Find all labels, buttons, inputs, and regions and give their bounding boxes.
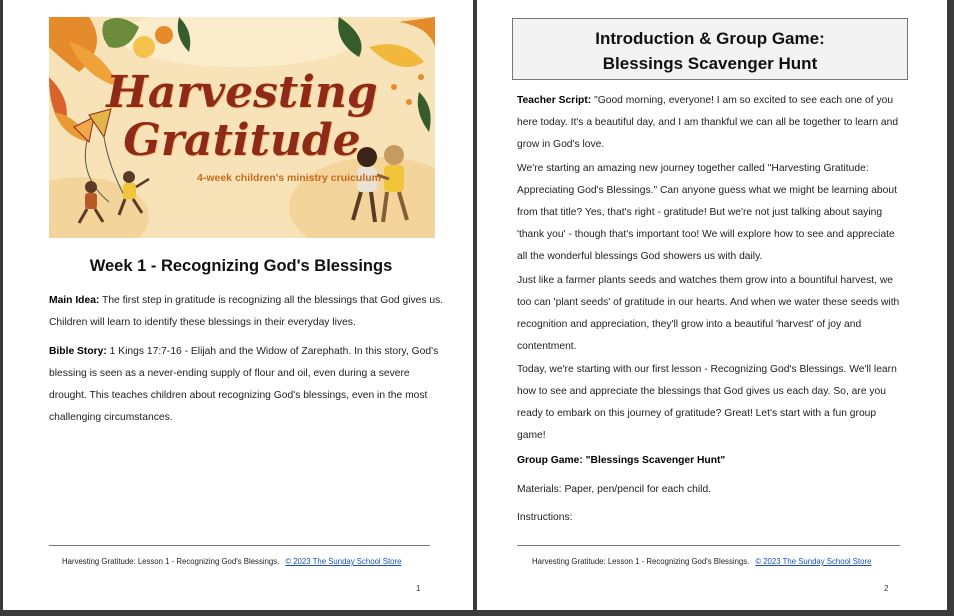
banner-image xyxy=(49,17,435,238)
week-title: Week 1 - Recognizing God's Blessings xyxy=(89,257,393,275)
banner-title-line2: Gratitude xyxy=(123,115,361,166)
footer xyxy=(532,557,871,566)
footer-text: Harvesting Gratitude: Lesson 1 - Recognizing God's Blessings. xyxy=(62,557,280,566)
main-idea-label: Main Idea: xyxy=(49,295,100,306)
paragraph-journey: We're starting an amazing new journey together called "Harvesting Gratitude: Appreciating God's Blessings." Can anyone guess what we might be learning about from that title? Yes, that's right - gratitude! But we're not just talking about saying 'thank you' - though that's important too! We will explore how to see and appreciate all the wonderful blessings God showers us with daily. xyxy=(517,163,897,262)
banner-title-line1: Harvesting xyxy=(106,67,378,118)
section-header-line1: Introduction & Group Game: xyxy=(595,29,825,48)
section-header-line2: Blessings Scavenger Hunt xyxy=(602,54,818,73)
teacher-script-label: Teacher Script: xyxy=(517,95,592,106)
instructions-line: Instructions: xyxy=(517,512,573,523)
footer-divider xyxy=(517,545,900,546)
teacher-script-text: "Good morning, everyone! I am so excited to see each one of you here today. It's a beautiful day, and I am thankful we can all be together to learn and grow in God's love. xyxy=(517,95,899,150)
page-number: 1 xyxy=(416,584,421,593)
bible-story-text: 1 Kings 17:7-16 - Elijah and the Widow of Zarephath. In this story, God's blessing is seen as a never-ending supply of flour and oil, even during a severe drought. This teaches children about recognizing God's blessings, even in the most challenging circumstances. xyxy=(49,346,439,423)
footer-copyright-link[interactable]: © 2023 The Sunday School Store xyxy=(285,557,402,566)
footer-text: Harvesting Gratitude: Lesson 1 - Recognizing God's Blessings. xyxy=(532,557,750,566)
document-page-2 xyxy=(477,0,947,610)
main-idea-text: The first step in gratitude is recognizing all the blessings that God gives us. Children will learn to identify these blessings in their everyday lives. xyxy=(49,295,444,328)
page-number: 2 xyxy=(884,584,889,593)
banner-subtitle: 4-week children's ministry cruiculum xyxy=(197,172,381,184)
footer-divider xyxy=(49,545,430,546)
bible-story-paragraph xyxy=(49,341,444,429)
paragraph-farmer: Just like a farmer plants seeds and watches them grow into a bountiful harvest, we too can 'plant seeds' of gratitude in our hearts. And when we water these seeds with recognition and appreciation, they'll grow into a beautiful 'harvest' of joy and contentment. xyxy=(517,275,900,352)
teacher-script-paragraph xyxy=(517,90,907,156)
main-idea-paragraph xyxy=(49,290,444,334)
document-page-1 xyxy=(3,0,473,610)
footer-copyright-link[interactable]: © 2023 The Sunday School Store xyxy=(755,557,872,566)
section-header-box xyxy=(512,18,908,80)
group-game-label: Group Game: "Blessings Scavenger Hunt" xyxy=(517,455,726,466)
bible-story-label: Bible Story: xyxy=(49,346,107,357)
materials-line: Materials: Paper, pen/pencil for each child. xyxy=(517,484,712,495)
footer xyxy=(62,557,401,566)
paragraph-today: Today, we're starting with our first lesson - Recognizing God's Blessings. We'll learn how to see and appreciate the blessings that God gives us each day. So, are you ready to embark on this journey of gratitude? Great! Let's start with a fun group game! xyxy=(517,364,897,441)
